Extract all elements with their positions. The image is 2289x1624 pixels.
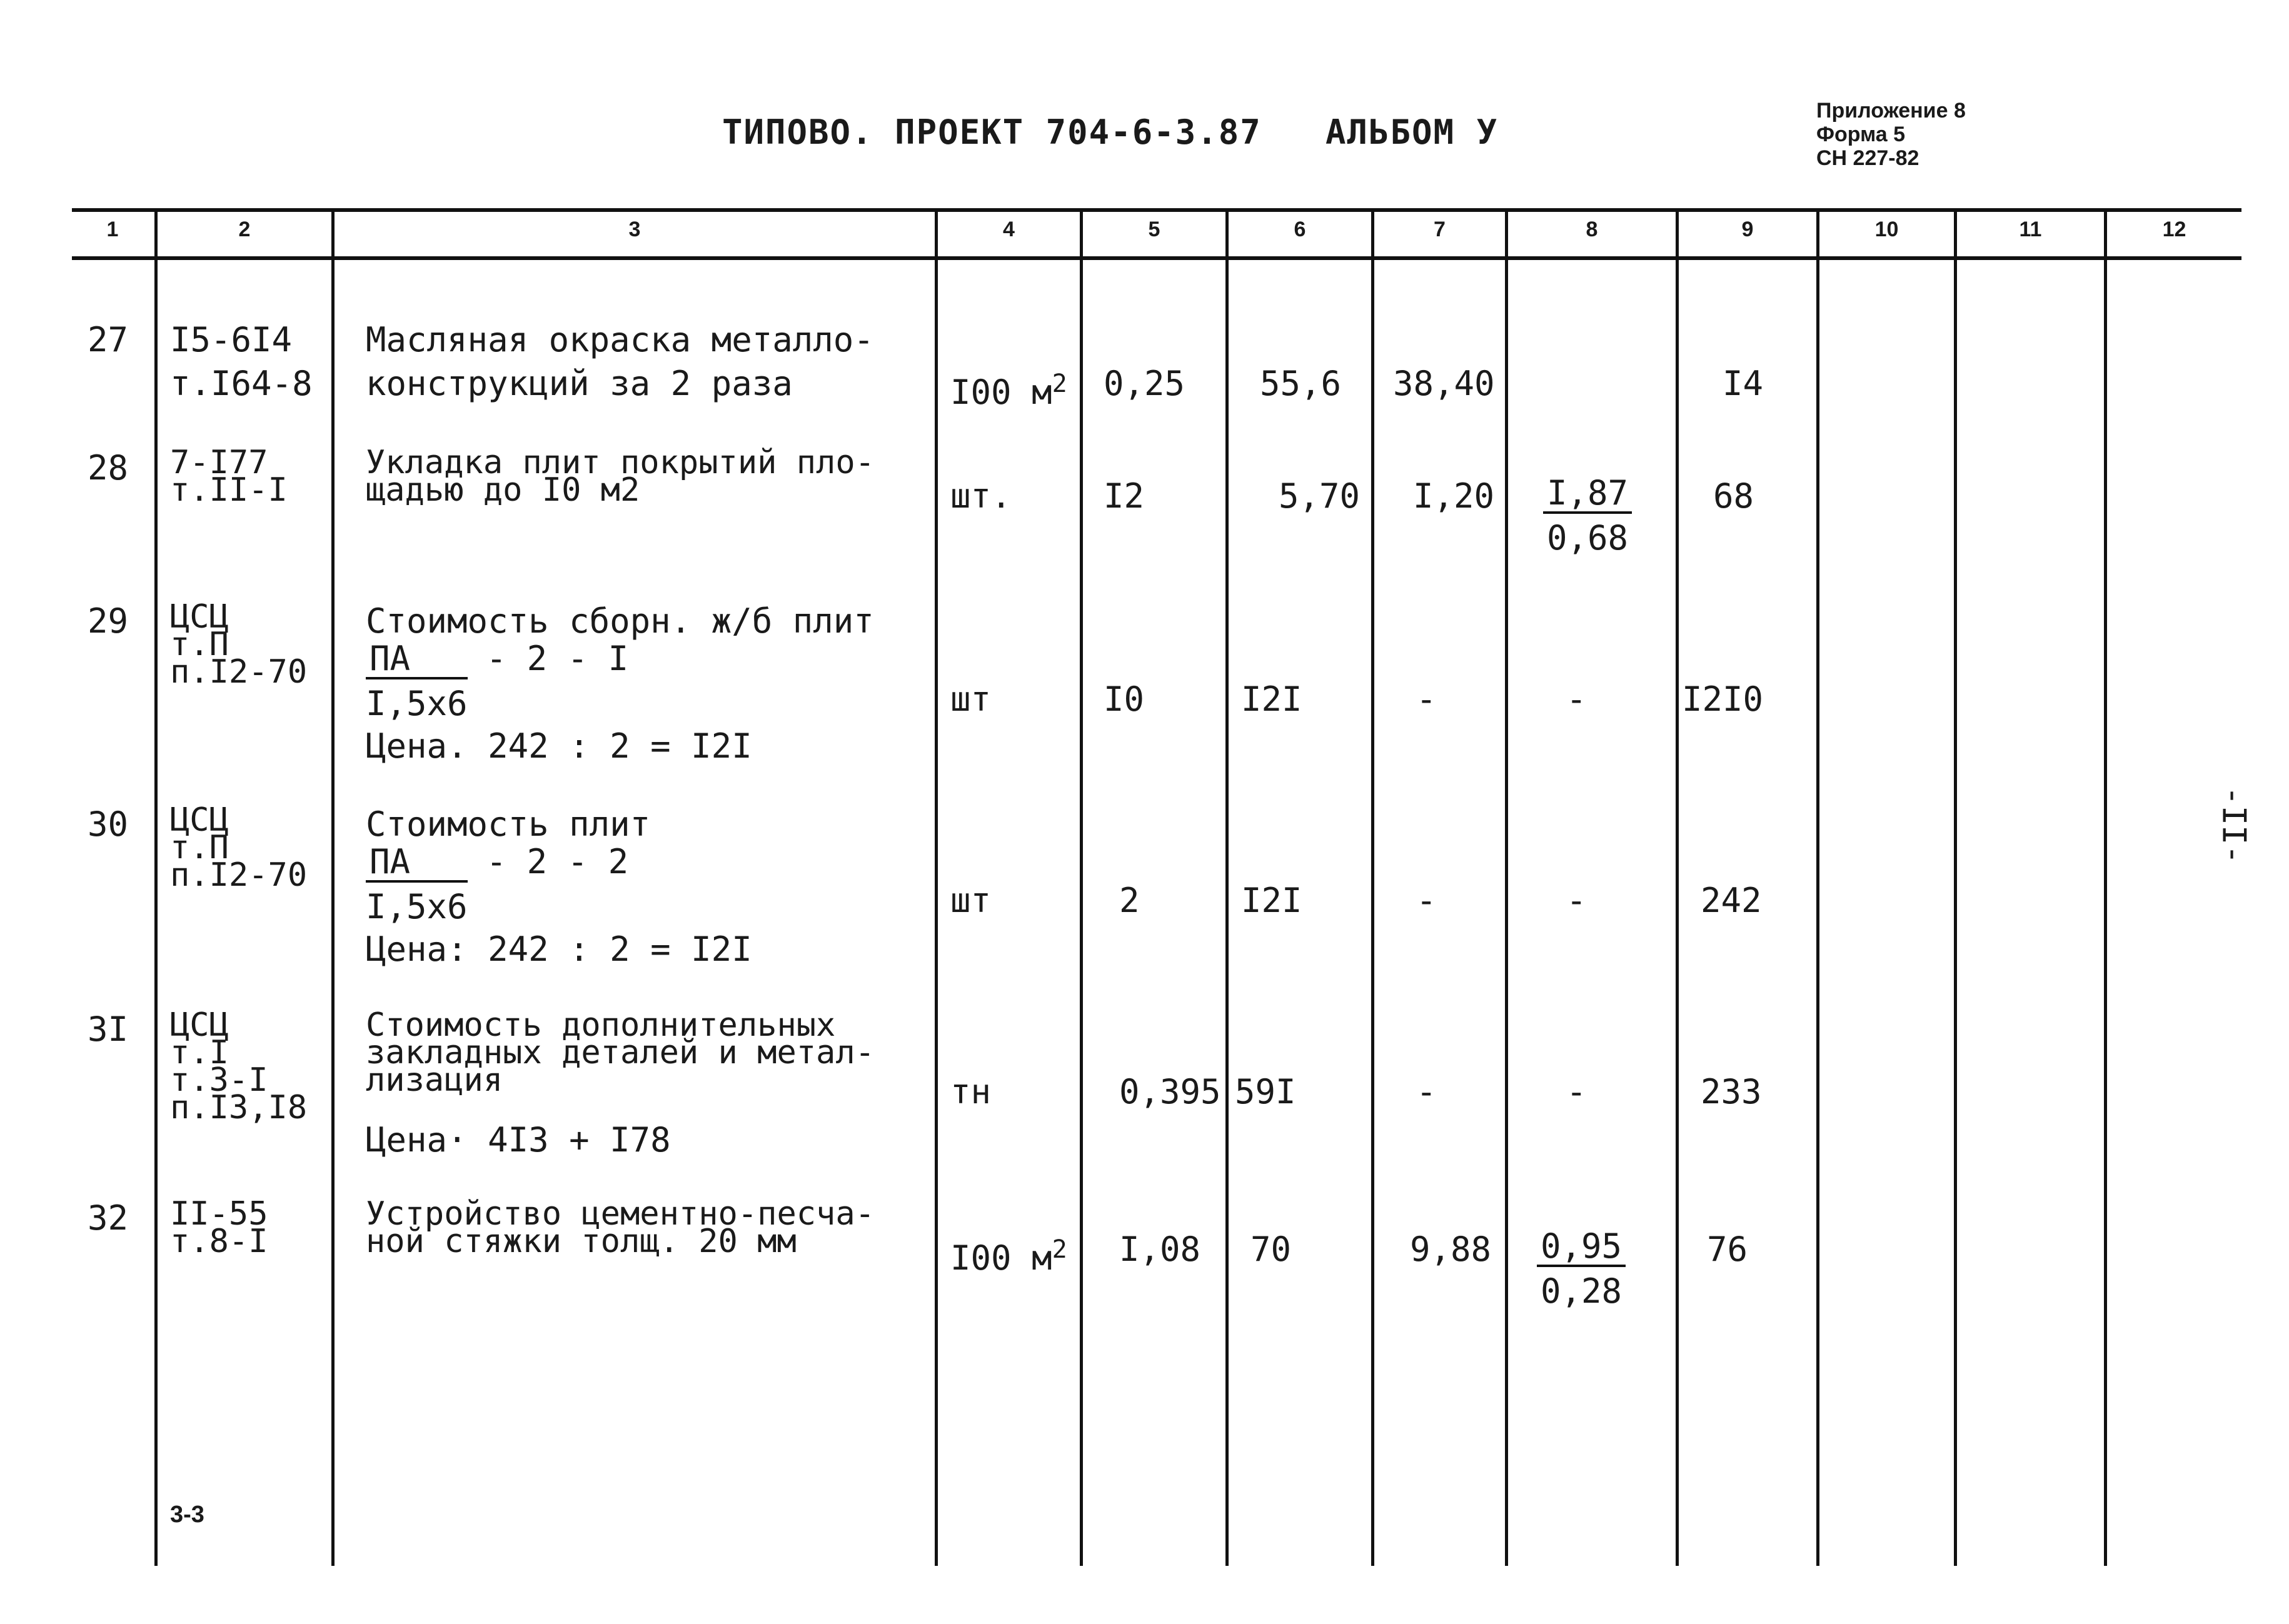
column-header: 7: [1434, 218, 1446, 241]
row-col8: $\frac{0,95}{0,28}$: [1537, 1228, 1626, 1310]
row-col7: -: [1416, 881, 1437, 920]
column-divider: [154, 209, 158, 1566]
row-price: 55,6: [1260, 364, 1342, 403]
row-col9: 233: [1701, 1072, 1762, 1111]
column-divider: [1371, 209, 1374, 1566]
row-number: 30: [88, 804, 129, 844]
row-code: ЦСЦ т.П п.I2-70: [170, 801, 308, 894]
row-code: ЦСЦ т.П п.I2-70: [170, 598, 308, 691]
row-unit: тн: [950, 1072, 992, 1111]
row-description: Стоимость плит: [366, 804, 651, 844]
row-number: 28: [88, 448, 129, 488]
page-number: -II-: [2215, 786, 2253, 865]
row-quantity: I0: [1104, 679, 1145, 719]
row-price-note: Цена. 242 : 2 = I2I: [366, 726, 752, 766]
row-col8: -: [1566, 679, 1587, 719]
row-unit: шт: [950, 881, 992, 920]
row-number: 32: [88, 1198, 129, 1238]
column-header: 11: [2019, 218, 2042, 241]
table-header-rule: [72, 256, 2241, 260]
row-formula: $\frac{ПА}{I,5х6}$ - 2 - I: [366, 639, 629, 723]
row-code: ЦСЦ т.I т.3-I п.I3,I8: [170, 1006, 308, 1126]
row-col7: I,20: [1413, 476, 1495, 516]
row-description: Укладка плит покрытий пло- щадью до I0 м2: [366, 444, 875, 509]
document-title: ТИПОВО. ПРОЕКТ 704-6-3.87: [722, 113, 1262, 152]
column-header: 10: [1874, 218, 1899, 241]
row-col9: I4: [1723, 364, 1764, 403]
column-divider: [1080, 209, 1083, 1566]
row-col7: -: [1416, 1072, 1437, 1111]
row-unit: шт.: [950, 476, 1012, 516]
row-unit: шт: [950, 679, 992, 719]
row-price: I2I: [1241, 679, 1302, 719]
row-description: Стоимость дополнительных закладных деталей и метал- лизация: [366, 1006, 875, 1099]
row-col7: -: [1416, 679, 1437, 719]
row-unit: I00 $м^2$: [950, 369, 1067, 412]
column-header: 4: [1003, 218, 1015, 241]
row-description: Масляная окраска металло- конструкций за 2 раза: [366, 320, 874, 403]
column-divider: [1225, 209, 1229, 1566]
row-price: 70: [1250, 1230, 1292, 1269]
row-quantity: I2: [1104, 476, 1145, 516]
row-code: II-55 т.8-I: [170, 1195, 268, 1260]
column-divider: [2104, 209, 2107, 1566]
column-header: 9: [1741, 218, 1754, 241]
column-divider: [331, 209, 335, 1566]
column-header: 6: [1294, 218, 1306, 241]
column-divider: [1505, 209, 1508, 1566]
column-header: 5: [1148, 218, 1160, 241]
row-quantity: 2: [1119, 881, 1140, 920]
row-unit: I00 $м^2$: [950, 1235, 1067, 1278]
row-code: 7-I77 т.II-I: [170, 444, 288, 509]
column-divider: [1816, 209, 1819, 1566]
column-header: 2: [238, 218, 251, 241]
column-header: 12: [2162, 218, 2186, 241]
row-price: 59I: [1235, 1072, 1296, 1111]
column-header: 8: [1586, 218, 1598, 241]
row-number: 29: [88, 601, 129, 641]
stamp-line: Приложение 8: [1816, 99, 1966, 123]
row-quantity: I,08: [1119, 1230, 1201, 1269]
row-formula: $\frac{ПА}{I,5х6}$ - 2 - 2: [366, 842, 629, 926]
row-code: I5-6I4 т.I64-8: [170, 320, 313, 403]
column-divider: [1954, 209, 1957, 1566]
row-price-note: Цена: 242 : 2 = I2I: [366, 930, 752, 969]
row-col9: 76: [1707, 1230, 1748, 1269]
sheet-mark: 3-3: [170, 1501, 204, 1528]
row-col9: 68: [1713, 476, 1754, 516]
stamp-block: [1816, 99, 1966, 170]
row-price: 5,70: [1279, 476, 1361, 516]
row-col9: 242: [1701, 881, 1762, 920]
row-number: 3I: [88, 1010, 129, 1049]
column-header: 1: [106, 218, 119, 241]
row-quantity: 0,395: [1119, 1072, 1221, 1111]
row-price: I2I: [1241, 881, 1302, 920]
album-title: АЛЬБОМ У: [1326, 113, 1499, 152]
row-description: Стоимость сборн. ж/б плит: [366, 601, 874, 641]
row-price-note: Цена· 4I3 + I78: [366, 1120, 671, 1160]
row-col7: 9,88: [1410, 1230, 1492, 1269]
column-divider: [935, 209, 938, 1566]
stamp-line: Форма 5: [1816, 123, 1906, 146]
row-col9: I2I0: [1682, 679, 1764, 719]
column-divider: [1676, 209, 1679, 1566]
column-header: 3: [628, 218, 641, 241]
row-quantity: 0,25: [1104, 364, 1185, 403]
row-description: Устройство цементно-песча- ной стяжки толщ. 20 мм: [366, 1195, 875, 1260]
row-col7: 38,40: [1393, 364, 1495, 403]
row-col8: -: [1566, 881, 1587, 920]
row-col8: $\frac{I,87}{0,68}$: [1543, 475, 1632, 556]
row-col8: -: [1566, 1072, 1587, 1111]
row-number: 27: [88, 320, 129, 359]
table-top-rule: [72, 208, 2241, 212]
stamp-line: СН 227-82: [1816, 146, 1919, 170]
